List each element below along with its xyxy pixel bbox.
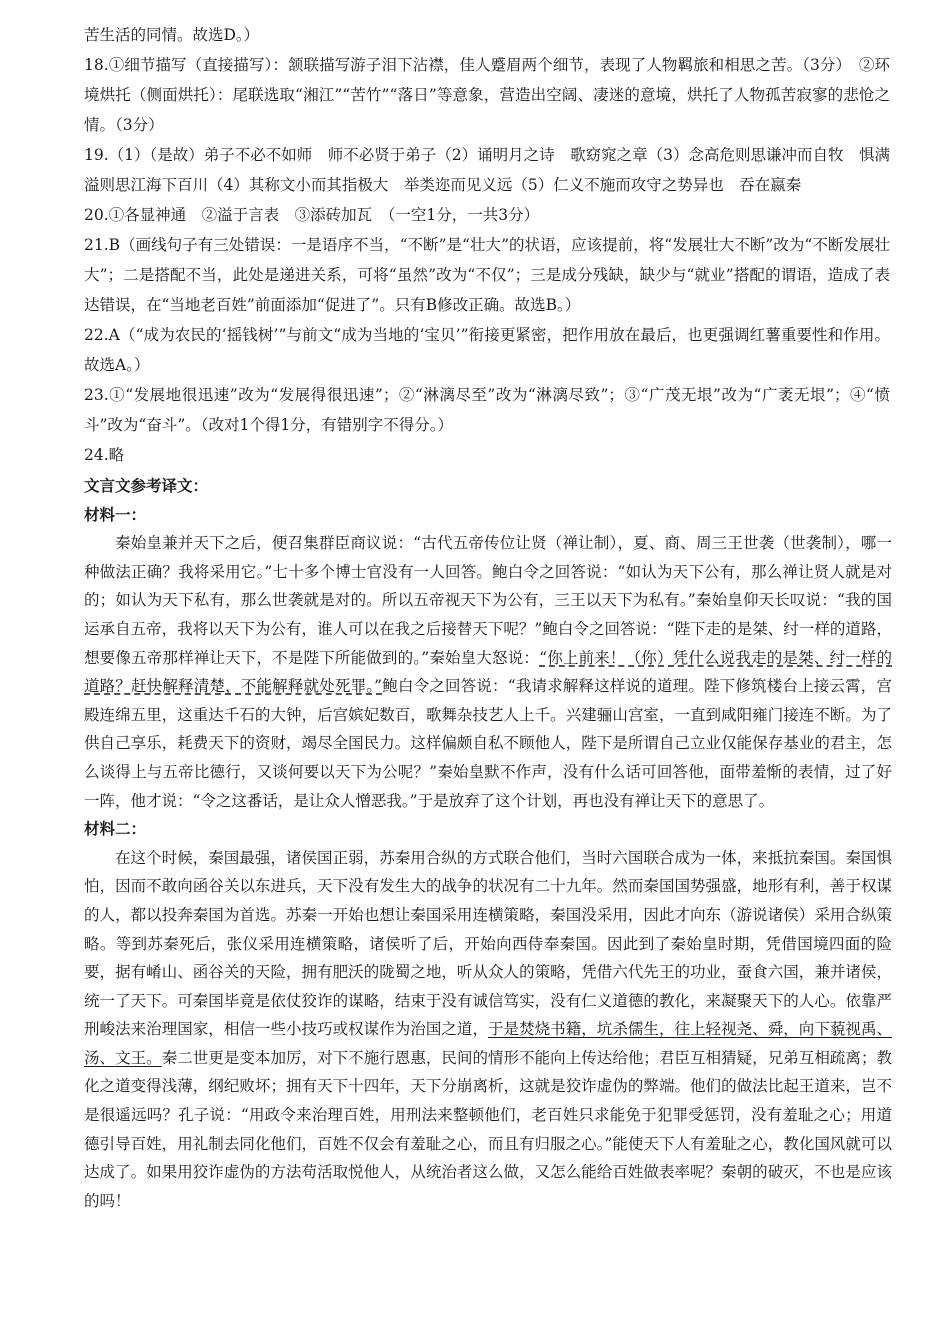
translation-title: 文言文参考译文： xyxy=(84,476,209,495)
material2-underlined-sentence: 于是焚烧书籍，坑杀儒生，往上轻视尧、舜，向下藐视禹、汤、文王。 xyxy=(84,1020,892,1067)
answer-23: 23.①“发展地很迅速”改为“发展得很迅速”；②“淋漓尽至”改为“淋漓尽致”；③“广茂无垠”改为“广袤无垠”；④“愤斗”改为“奋斗”。（改对1个得1分，有错别字不得分。） xyxy=(84,386,890,434)
answer-21: 21.B（画线句子有三处错误：一是语序不当，“不断”是“壮大”的状语，应该提前，将“发展壮大不断”改为“不断发展壮大”；二是搭配不当，此处是递进关系，可将“虽然”改为“不仅”；三是成分残缺，缺少与“就业”搭配的谓语，造成了表达错误，在“当地老百姓”前面添加“促进了”。只有B修改正确。故选B。） xyxy=(84,236,890,314)
answer-19: 19.（1）（是故）弟子不必不如师 师不必贤于弟子（2）诵明月之诗 歌窈窕之章（3）念高危则思谦冲而自牧 惧满溢则思江海下百川（4）其称文小而其指极大 举类迩而见义远（5）仁义不施而攻守之势异也 吞在嬴秦 xyxy=(84,146,890,194)
material2-text xyxy=(84,844,892,1216)
answer-18: 18.①细节描写（直接描写）：颔联描写游子泪下沾襟，佳人蹙眉两个细节，表现了人物羁旅和相思之苦。（3分） ②环境烘托（侧面烘托）：尾联选取“湘江”“苦竹”“落日”等意象，营造出空阔、凄迷的意境，烘托了人物孤苦寂寥的悲怆之情。（3分） xyxy=(84,56,890,134)
material1-text xyxy=(84,529,892,815)
material2-text-a: 在这个时候，秦国最强，诸侯国正弱，苏秦用合纵的方式联合他们，当时六国联合成为一体，来抵抗秦国。秦国惧怕，因而不敢向函谷关以东进兵，天下没有发生大的战争的状况有二十九年。然而秦国国势强盛，地形有利，善于权谋的人，都以投奔秦国为首选。苏秦一开始也想让秦国采用连横策略，秦国没采用，因此才向东（游说诸侯）采用合纵策略。等到苏秦死后，张仪采用连横策略，诸侯听了后，开始向西侍奉秦国。因此到了秦始皇时期，凭借国境四面的险要，据有崤山、函谷关的天险，拥有肥沃的陇蜀之地，听从众人的策略，凭借六代先王的功业，蚕食六国，兼并诸侯，统一了天下。可秦国毕竟是依仗狡诈的谋略，结束于没有诚信笃实，没有仁义道德的教化，来凝聚天下的人心。依靠严刑峻法来治理国家，相信一些小技巧或权谋作为治国之道， xyxy=(84,848,892,1039)
material1-title: 材料一： xyxy=(84,504,147,524)
material2-title: 材料二： xyxy=(84,819,147,839)
answer-20: 20.①各显神通 ②溢于言表 ③添砖加瓦 （一空1分，一共3分） xyxy=(84,206,540,224)
material1-text-a: 秦始皇兼并天下之后，便召集群臣商议说：“古代五帝传位让贤（禅让制），夏、商、周三王世袭（世袭制），哪一种做法正确？我将采用它。”七十多个博士官没有一人回答。鲍白令之回答说：“如认为天下公有，那么禅让贤人就是对的；如认为天下私有，那么世袭就是对的。所以五帝视天下为公有，三王以天下为私有。”秦始皇仰天长叹说：“我的国运承自五帝，我将以天下为公有，谁人可以在我之后接替天下呢？”鲍白令之回答说：“陛下走的是桀、纣一样的道路，想要像五帝那样禅让天下，不是陛下所能做到的。”秦始皇大怒说： xyxy=(84,534,892,667)
answer-line: 苦生活的同情。故选D。） xyxy=(84,26,260,44)
material2-text-b: 秦二世更是变本加厉，对下不施行恩惠，民间的情形不能向上传达给他；君臣互相猜疑，兄弟互相疏离；教化之道变得浅薄，纲纪败坏；拥有天下十四年，天下分崩离析，这就是狡诈虚伪的弊端。他们的做法比起王道来，岂不是很遥远吗？孔子说：“用政令来治理百姓，用刑法来整顿他们，老百姓只求能免于犯罪受惩罚，没有羞耻之心；用道德引导百姓，用礼制去同化他们，百姓不仅会有羞耻之心，而且有归服之心。”能使天下人有羞耻之心，教化国风就可以达成了。如果用狡诈虚伪的方法苟活取悦他人，从统治者这么做，又怎么能给百姓做表率呢？秦朝的破灭，不也是应该的吗！ xyxy=(84,1048,892,1210)
translation-section xyxy=(84,472,892,1215)
answer-22: 22.A（“成为农民的‘摇钱树’”与前文“成为当地的‘宝贝’”衔接更紧密，把作用放在最后，也更强调红薯重要性和作用。故选A。） xyxy=(84,326,890,374)
answer-24: 24.略 xyxy=(84,446,125,464)
answer-section xyxy=(84,20,890,470)
material1-underlined-sentence: “你上前来！（你）凭什么说我走的是桀、纣一样的道路？赶快解释清楚，不能解释就处死罪。” xyxy=(84,648,892,696)
material1-text-b: 鲍白令之回答说：“我请求解释这样说的道理。陛下修筑楼台上接云霄，宫殿连绵五里，这重达千石的大钟，后宫嫔妃数百，歌舞杂技艺人上千。兴建骊山宫室，一直到咸阳雍门接连不断。为了供自己享乐，耗费天下的资财，竭尽全国民力。这样偏颇自私不顾他人，陛下是所谓自己立业仅能保存基业的君主，怎么谈得上与五帝比德行，又谈何要以天下为公呢？”秦始皇默不作声，没有什么话可回答他，面带羞惭的表情，过了好一阵，他才说：“令之这番话，是让众人憎恶我。”于是放弃了这个计划，再也没有禅让天下的意思了。 xyxy=(84,677,892,810)
